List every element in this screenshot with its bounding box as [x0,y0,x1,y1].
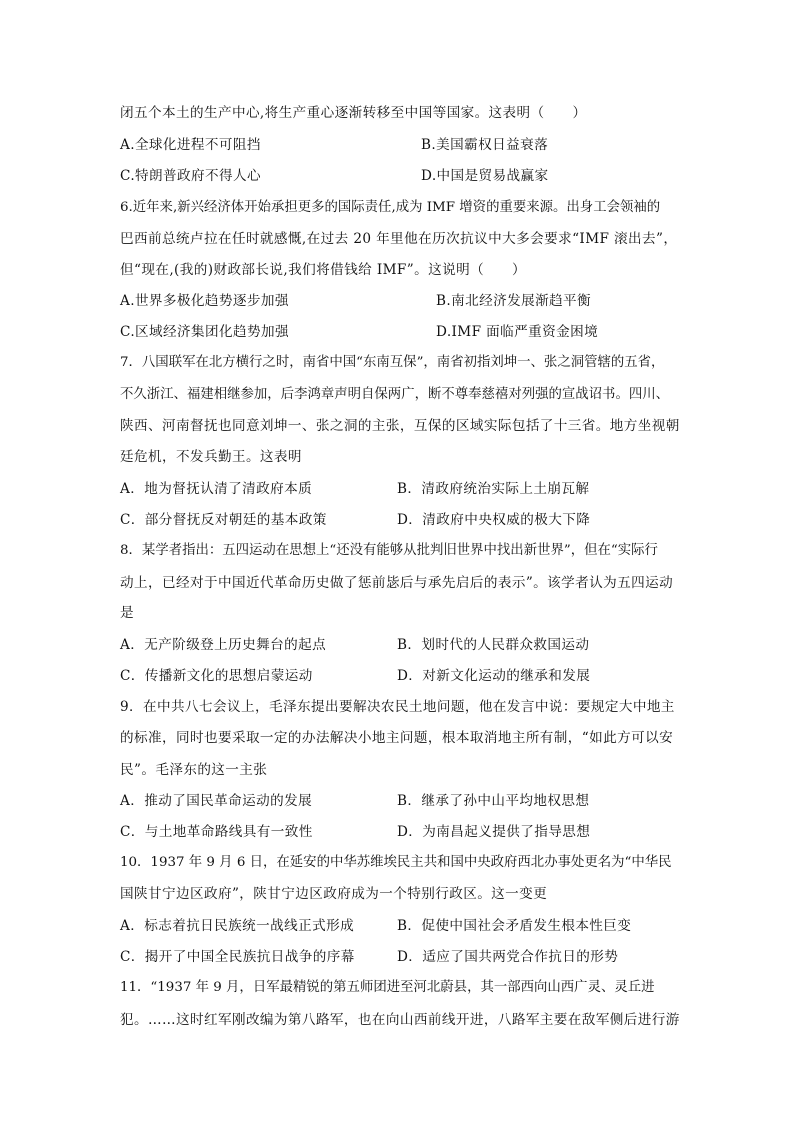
q11-stem-line-1: 11．“1937 年 9 月，日军最精锐的第五师团进至河北蔚县，其一部西向山西广灵、灵丘进 [120,980,655,995]
q5-option-a: A.全球化进程不可阻挡 [120,137,261,153]
q7-stem-line-2: 不久浙江、福建相继参加，后李鸿章声明自保两广，断不尊奉慈禧对列强的宣战诏书。四川、 [120,387,670,402]
q8-option-c: C．传播新文化的思想启蒙运动 [120,668,313,684]
q7-option-a: A．地为督抚认清了清政府本质 [120,481,313,497]
q8-stem-line-3: 是 [120,605,134,621]
q10-stem-line-2: 国陕甘宁边区政府”，陕甘宁边区政府成为一个特别行政区。这一变更 [120,886,548,902]
q7-option-c: C．部分督抚反对朝廷的基本政策 [120,512,327,528]
q9-option-a: A．推动了国民革命运动的发展 [120,793,313,809]
q6-option-d: D.IMF 面临严重资金困境 [436,324,599,340]
q8-stem-line-1: 8．某学者指出：五四运动在思想上“还没有能够从批判旧世界中找出新世界”，但在“实际行 [120,543,658,558]
q6-stem-line-2: 巴西前总统卢拉在任时就感慨,在过去 20 年里他在历次抗议中大多会要求“IMF 滚出去”， [120,231,678,247]
q9-stem-line-3: 民”。毛泽东的这一主张 [120,762,268,778]
q9-stem-line-1: 9．在中共八七会议上，毛泽东提出要解决农民土地问题，他在发言中说：要规定大中地主 [120,699,675,715]
q8-stem-line-2: 动上，已经对于中国近代革命历史做了惩前毖后与承先启后的表示”。该学者认为五四运动 [120,575,674,591]
q9-option-c: C．与土地革命路线具有一致性 [120,824,313,840]
q5-option-c: C.特朗普政府不得人心 [120,168,261,184]
q6-option-b: B.南北经济发展渐趋平衡 [436,293,592,309]
q7-option-d: D．清政府中央权威的极大下降 [397,512,591,528]
q8-option-a: A．无产阶级登上历史舞台的起点 [120,637,327,653]
q11-stem-line-2: 犯。……这时红军刚改编为第八路军，也在向山西前线开进，八路军主要在敌军侧后进行游 [120,1012,680,1028]
q10-option-c: C．揭开了中国全民族抗日战争的序幕 [120,949,355,965]
q7-stem-line-4: 廷危机，不发兵勤王。这表明 [120,449,302,465]
q5-stem-line-1: 闭五个本土的生产中心,将生产重心逐渐转移至中国等国家。这表明（ ） [120,105,587,121]
q7-option-b: B．清政府统治实际上土崩瓦解 [397,481,590,497]
q5-option-b: B.美国霸权日益衰落 [421,137,549,153]
q9-option-d: D．为南昌起义提供了指导思想 [397,824,591,840]
q5-option-d: D.中国是贸易战赢家 [421,168,549,184]
q10-option-b: B．促使中国社会矛盾发生根本性巨变 [397,918,632,934]
q6-option-c: C.区域经济集团化趋势加强 [120,324,289,340]
q10-option-d: D．适应了国共两党合作抗日的形势 [397,949,619,965]
q10-option-a: A．标志着抗日民族统一战线正式形成 [120,918,355,934]
q6-stem-line-1: 6.近年来,新兴经济体开始承担更多的国际责任,成为 IMF 增资的重要来源。出身工会领袖的 [120,200,661,215]
q8-option-b: B．划时代的人民群众救国运动 [397,637,590,653]
q6-stem-line-3: 但“现在,(我的)财政部长说,我们将借钱给 IMF”。这说明（ ） [120,262,527,278]
q6-option-a: A.世界多极化趋势逐步加强 [120,293,289,309]
q7-stem-line-1: 7．八国联军在北方横行之时，南省中国“东南互保”，南省初指刘坤一、张之洞管辖的五省， [120,355,665,370]
q10-stem-line-1: 10．1937 年 9 月 6 日，在延安的中华苏维埃民主共和国中央政府西北办事处更名为“中华民 [120,855,672,870]
q9-option-b: B．继承了孙中山平均地权思想 [397,793,590,809]
q9-stem-line-2: 的标准，同时也要采取一定的办法解决小地主问题，根本取消地主所有制，“如此方可以安 [120,730,674,746]
q8-option-d: D．对新文化运动的继承和发展 [397,668,591,684]
q7-stem-line-3: 陕西、河南督抚也同意刘坤一、张之洞的主张，互保的区域实际包括了十三省。地方坐视朝 [120,418,680,434]
